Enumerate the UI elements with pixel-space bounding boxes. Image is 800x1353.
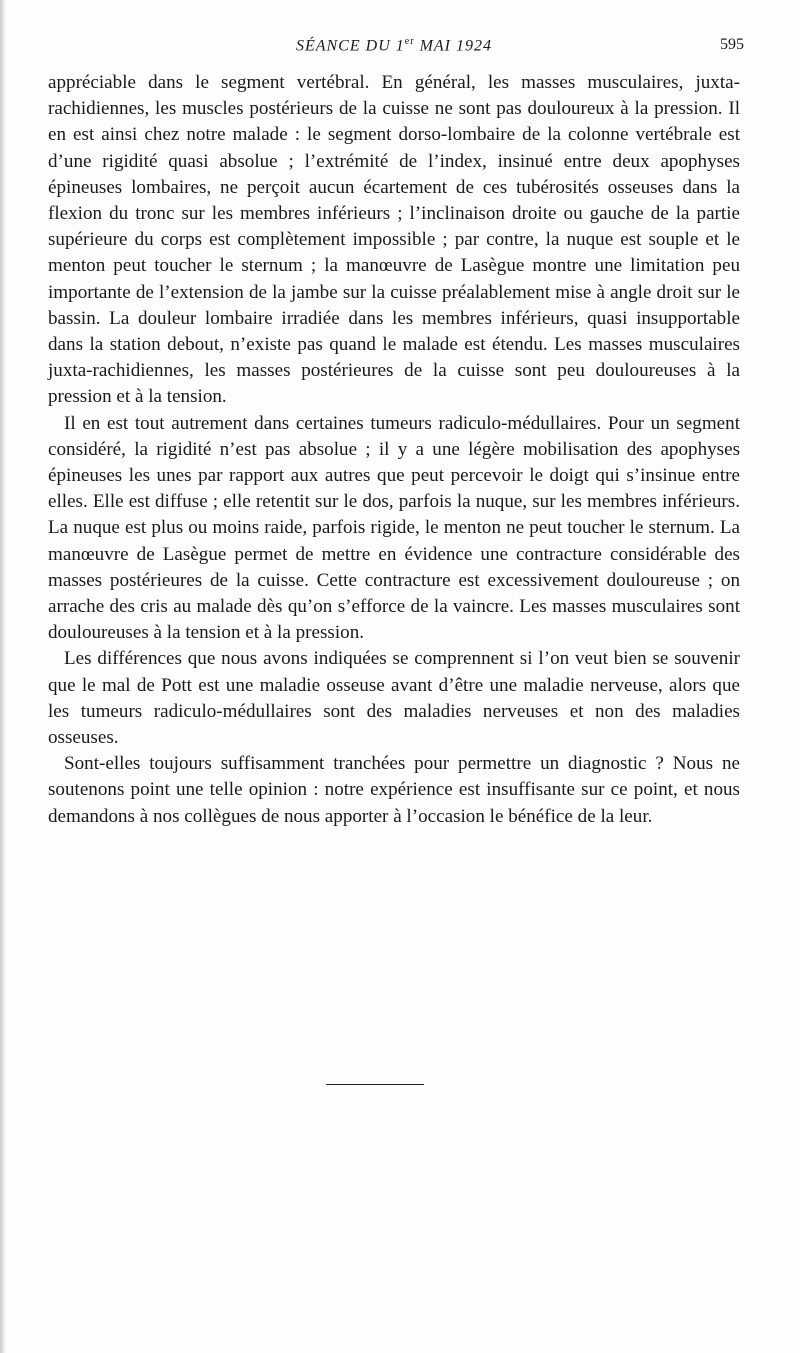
paragraph-1: appréciable dans le segment vertébral. En général, les masses musculaires, juxta-rachidiennes, les muscles postérieurs de la cuisse ne sont pas douloureux à la pression. Il en est ainsi chez notre malade : le segment dorso-lombaire de la colonne vertébrale est d’une rigidité quasi absolue ; l’extrémité de l’index, insinué entre deux apophyses épineuses lombaires, ne perçoit aucun écartement de ces tubérosités osseuses dans la flexion du tronc sur les membres inférieurs ; l’inclinaison droite ou gauche de la partie supérieure du corps est complètement impossible ; par contre, la nuque est souple et le menton peut toucher le sternum ; la manœuvre de Lasègue montre une limitation peu importante de l’extension de la jambe sur la cuisse préalablement mise à angle droit sur le bassin. La douleur lombaire irradiée dans les membres inférieurs, quasi insupportable dans la station debout, n’existe pas quand le malade est étendu. Les masses musculaires juxta-rachidiennes, les masses postérieures de la cuisse sont peu douloureuses à la pression et à la tension. bbox=[48, 72, 740, 408]
page-header bbox=[48, 36, 744, 60]
running-title-main: SÉANCE DU 1 bbox=[296, 37, 405, 55]
section-end-rule bbox=[326, 1084, 424, 1085]
running-title-end: MAI 1924 bbox=[414, 37, 492, 55]
body-text bbox=[48, 70, 740, 830]
running-title bbox=[48, 36, 740, 55]
page-left-shadow bbox=[0, 0, 6, 1353]
paragraph-4: Sont-elles toujours suffisamment tranchées pour permettre un diagnostic ? Nous ne soutenons point une telle opinion : notre expérience est insuffisante sur ce point, et nous demandons à nos collègues de nous apporter à l’occasion le bénéfice de la leur. bbox=[48, 753, 740, 827]
running-title-superscript: er bbox=[404, 36, 415, 47]
paragraph-3: Les différences que nous avons indiquées se comprennent si l’on veut bien se souvenir que le mal de Pott est une maladie osseuse avant d’être une maladie nerveuse, alors que les tumeurs radiculo-médullaires sont des maladies nerveuses et non des maladies osseuses. bbox=[48, 648, 740, 749]
page-number: 595 bbox=[720, 36, 744, 53]
paragraph-2: Il en est tout autrement dans certaines tumeurs radiculo-médullaires. Pour un segment considéré, la rigidité n’est pas absolue ; il y a une légère mobilisation des apophyses épineuses les unes par rapport aux autres que peut percevoir le doigt qui s’insinue entre elles. Elle est diffuse ; elle retentit sur le dos, parfois la nuque, sur les membres inférieurs. La nuque est plus ou moins raide, parfois rigide, le menton ne peut toucher le sternum. La manœuvre de Lasègue permet de mettre en évidence une contracture considérable des masses postérieures de la cuisse. Cette contracture est excessivement douloureuse ; on arrache des cris au malade dès qu’on s’efforce de la vaincre. Les masses musculaires sont douloureuses à la tension et à la pression. bbox=[48, 412, 740, 644]
